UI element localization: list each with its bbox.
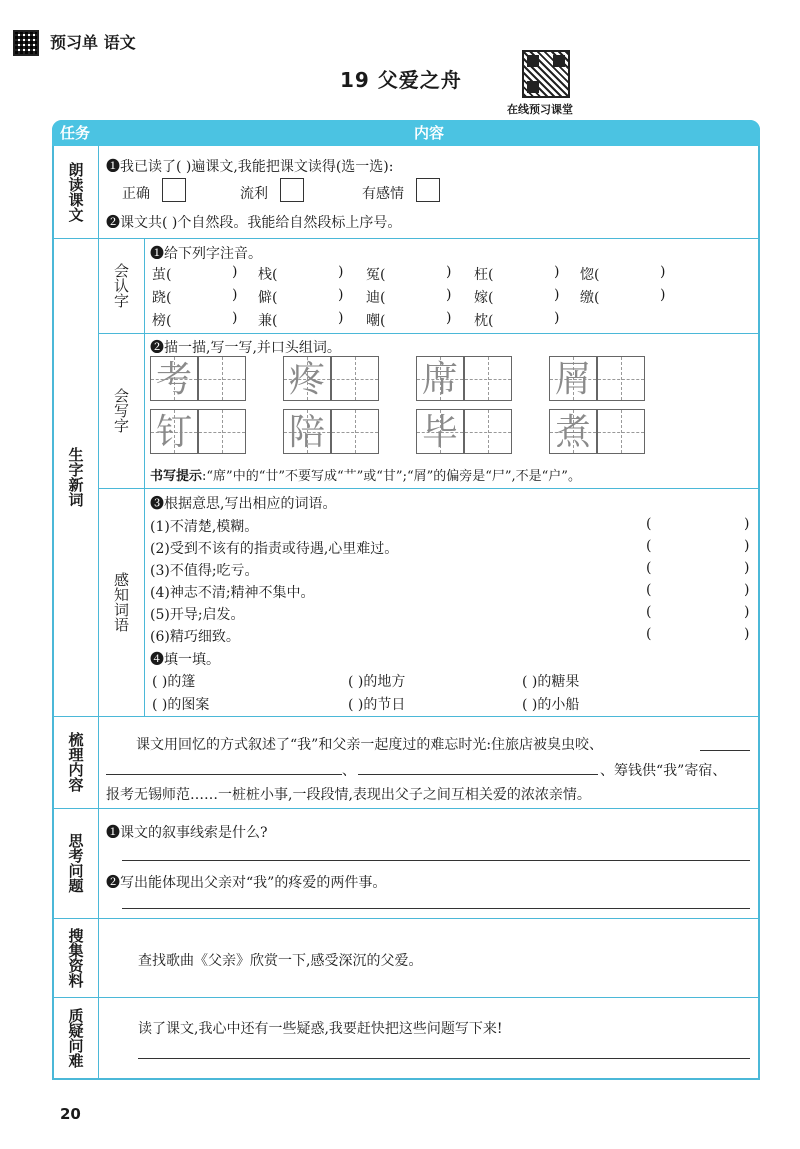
pinyin-close: ) [554,264,560,280]
sort-line1: 课文用回忆的方式叙述了“我”和父亲一起度过的难忘时光:住旅店被臭虫咬、 [136,737,604,753]
qr-code-icon[interactable] [522,50,570,98]
answer-paren-close: ) [744,560,750,576]
practice-cell[interactable] [198,409,246,454]
blank-line[interactable] [358,774,598,775]
think-q2: ❷写出能体现出父亲对“我”的疼爱的两件事。 [106,875,387,891]
trace-character: 考 [155,359,192,400]
header-content: 内容 [413,124,444,142]
think-label: 思考问题 [66,833,85,893]
answer-paren-open: ( [646,626,652,642]
pinyin-item: 枉( [474,267,494,283]
answer-paren-close: ) [744,516,750,532]
write-instruction: ❷描一描,写一写,并口头组词。 [150,340,341,356]
reading-q2: ❷课文共( )个自然段。我能给自然段标上序号。 [106,215,402,231]
header-task: 任务 [59,124,90,142]
collect-text: 查找歌曲《父亲》欣赏一下,感受深沉的父爱。 [138,953,423,969]
pinyin-close: ) [446,264,452,280]
answer-paren-open: ( [646,582,652,598]
trace-character: 钉 [155,412,192,453]
sort-sep: 、 [342,763,356,779]
sort-line3: 报考无锡师范……一桩桩小事,一段段情,表现出父子之间互相关爱的浓浓亲情。 [106,787,591,803]
sense-item: (1)不清楚,模糊。 [150,519,259,535]
practice-cell[interactable] [597,356,645,401]
pinyin-item: 僻( [258,290,278,306]
trace-character: 席 [421,359,458,400]
page-title: 19 父爱之舟 [340,68,462,92]
trace-character: 陪 [288,412,325,453]
tip-text: :“席”中的“廿”不要写成“艹”或“甘”;“屑”的偏旁是“尸”,不是“户”。 [202,469,581,484]
option-label: 有感情 [362,186,404,202]
reading-q1: ❶我已读了( )遍课文,我能把课文读得(选一选): [106,159,394,175]
pinyin-close: ) [338,310,344,326]
pinyin-item: 栈( [258,267,278,283]
sense-item: (6)精巧细致。 [150,629,240,645]
divider [144,238,145,716]
option-checkbox[interactable] [280,178,304,202]
recognize-label: 会认字 [112,263,130,308]
divider [98,333,760,334]
answer-paren-close: ) [744,626,750,642]
blank-line[interactable] [106,774,342,775]
pinyin-close: ) [554,287,560,303]
divider [52,918,760,919]
pinyin-item: 茧( [152,267,172,283]
pinyin-item: 兼( [258,313,278,329]
sense-item: (5)开导;启发。 [150,607,245,623]
trace-cell[interactable] [549,409,597,454]
blank-line[interactable] [700,750,750,751]
write-label: 会写字 [112,388,130,433]
writing-tip [150,465,581,484]
practice-cell[interactable] [464,356,512,401]
pinyin-close: ) [660,264,666,280]
practice-cell[interactable] [597,409,645,454]
practice-cell[interactable] [464,409,512,454]
sense-item: (2)受到不该有的指责或待遇,心里难过。 [150,541,399,557]
divider [52,808,760,809]
answer-paren-close: ) [744,604,750,620]
fill-item: ( )的地方 [348,674,406,690]
pinyin-item: 榜( [152,313,172,329]
trace-character: 毕 [421,412,458,453]
divider [52,716,760,717]
divider [98,488,760,489]
answer-paren-close: ) [744,582,750,598]
pinyin-close: ) [554,310,560,326]
answer-paren-open: ( [646,516,652,532]
option-checkbox[interactable] [416,178,440,202]
pinyin-close: ) [446,310,452,326]
pinyin-item: 嫁( [474,290,494,306]
trace-character: 屑 [554,359,591,400]
reading-label: 朗读课文 [66,162,85,222]
doubt-text: 读了课文,我心中还有一些疑惑,我要赶快把这些问题写下来! [138,1021,503,1037]
option-checkbox[interactable] [162,178,186,202]
trace-cell[interactable] [416,356,464,401]
sense-label: 感知词语 [112,572,130,632]
divider [52,238,760,239]
sense-instruction: ❸根据意思,写出相应的词语。 [150,496,337,512]
pinyin-item: 缴( [580,290,600,306]
pinyin-close: ) [660,287,666,303]
pinyin-close: ) [446,287,452,303]
recognize-instruction: ❶给下列字注音。 [150,246,262,262]
pinyin-item: 跷( [152,290,172,306]
pinyin-close: ) [232,287,238,303]
collect-label: 搜集资料 [66,927,85,988]
fill-item: ( )的小船 [522,697,580,713]
answer-paren-open: ( [646,604,652,620]
page-number: 20 [60,1105,81,1123]
qr-caption: 在线预习课堂 [507,103,573,116]
answer-line[interactable] [138,1058,750,1059]
pinyin-item: 枕( [474,313,494,329]
answer-line[interactable] [122,860,750,861]
pinyin-close: ) [338,264,344,280]
pinyin-item: 迪( [366,290,386,306]
fill-item: ( )的篷 [152,674,196,690]
doubt-label: 质疑问难 [66,1007,85,1068]
pinyin-close: ) [232,310,238,326]
practice-cell[interactable] [198,356,246,401]
pinyin-item: 嘲( [366,313,386,329]
practice-cell[interactable] [331,409,379,454]
sense-item: (3)不值得;吃亏。 [150,563,259,579]
trace-cell[interactable] [283,356,331,401]
words-label: 生字新词 [66,447,85,507]
trace-cell[interactable] [150,409,198,454]
trace-cell[interactable] [283,409,331,454]
answer-line[interactable] [122,908,750,909]
fill-item: ( )的节日 [348,697,406,713]
sort-label: 梳理内容 [66,732,85,792]
fill-item: ( )的图案 [152,697,210,713]
answer-paren-close: ) [744,538,750,554]
fill-instruction: ❹填一填。 [150,652,220,668]
trace-cell[interactable] [416,409,464,454]
tip-label: 书写提示 [150,469,203,484]
trace-character: 疼 [288,359,325,400]
pinyin-close: ) [232,264,238,280]
trace-cell[interactable] [150,356,198,401]
fill-item: ( )的糖果 [522,674,580,690]
option-label: 流利 [240,186,268,202]
trace-cell[interactable] [549,356,597,401]
sense-item: (4)神志不清;精神不集中。 [150,585,315,601]
divider [52,997,760,998]
option-label: 正确 [122,186,150,202]
pinyin-item: 惚( [580,267,600,283]
answer-paren-open: ( [646,538,652,554]
pinyin-close: ) [338,287,344,303]
section-label: 预习单 语文 [50,33,136,52]
answer-paren-open: ( [646,560,652,576]
trace-character: 煮 [554,412,591,453]
pinyin-item: 冤( [366,267,386,283]
practice-cell[interactable] [331,356,379,401]
think-q1: ❶课文的叙事线索是什么? [106,825,268,841]
qr-code-small-icon [13,30,39,56]
sort-line2: 、筹钱供“我”寄宿、 [600,763,727,779]
